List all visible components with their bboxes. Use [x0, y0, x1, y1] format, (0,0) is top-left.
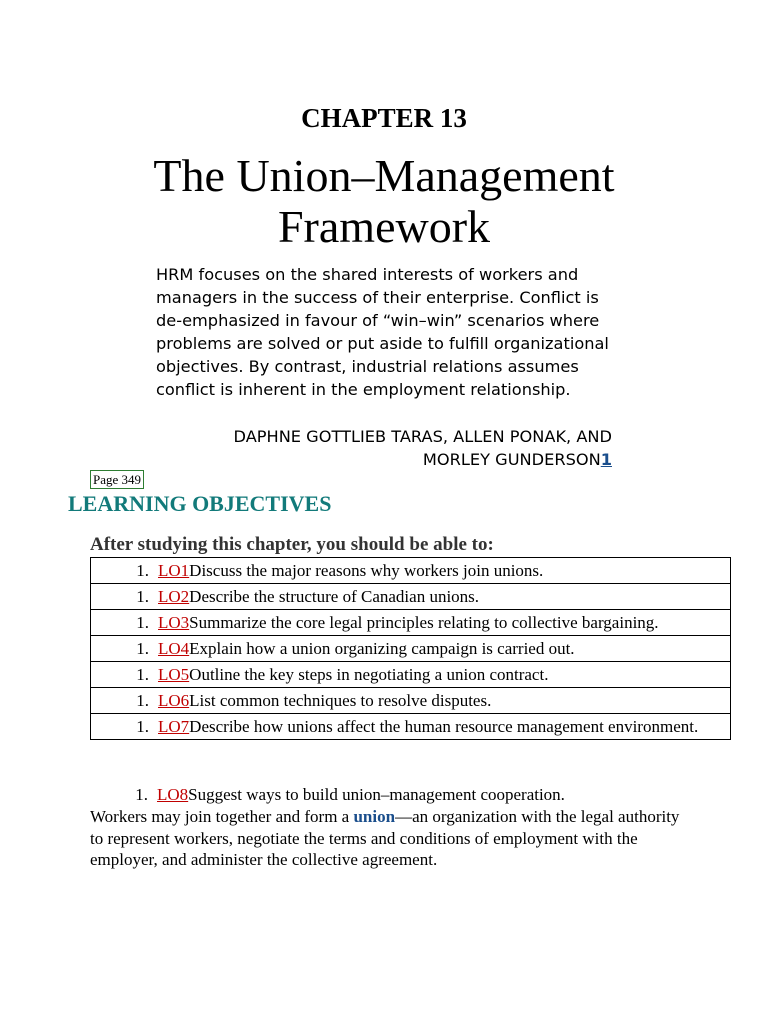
lo-text: Suggest ways to build union–management cooperation. — [188, 785, 565, 804]
body-paragraph — [90, 806, 680, 871]
lo-number: 1. — [136, 613, 149, 632]
lo-number: 1. — [136, 717, 149, 736]
epigraph-quote: HRM focuses on the shared interests of workers and managers in the success of their enterprise. Conflict is de-emphasized in favour of “win–win” scenarios where problems are solved or put aside to fulfill organizational objectives. By contrast, industrial relations assumes conflict is inherent in the employment relationship. — [156, 265, 609, 399]
lo-text: Outline the key steps in negotiating a union contract. — [189, 665, 549, 684]
lo-number: 1. — [135, 785, 148, 804]
learning-objective-row — [91, 688, 731, 714]
learning-objective-row — [91, 662, 731, 688]
learning-objectives-intro: After studying this chapter, you should be able to: — [90, 534, 494, 555]
attribution-line-2 — [156, 448, 612, 471]
lo5-link[interactable]: LO5 — [158, 665, 190, 684]
lo2-link[interactable]: LO2 — [158, 587, 190, 606]
chapter-label: CHAPTER 13 — [301, 103, 467, 133]
learning-objective-row — [91, 636, 731, 662]
lo-text: Describe the structure of Canadian unions. — [189, 587, 480, 606]
lo3-link[interactable]: LO3 — [158, 613, 190, 632]
lo1-link[interactable]: LO1 — [158, 561, 190, 580]
lo-text: Discuss the major reasons why workers join unions. — [189, 561, 544, 580]
chapter-title-line-2: Framework — [277, 201, 491, 252]
lo7-link[interactable]: LO7 — [158, 717, 190, 736]
lo-number: 1. — [136, 561, 149, 580]
lo-text: Summarize the core legal principles relating to collective bargaining. — [189, 613, 659, 632]
chapter-title-line-1: The Union–Management — [153, 150, 615, 201]
learning-objective-row — [91, 558, 731, 584]
lo-text: Describe how unions affect the human resource management environment. — [189, 717, 699, 736]
lo-text: List common techniques to resolve disputes. — [189, 691, 492, 710]
lo6-link[interactable]: LO6 — [158, 691, 190, 710]
body-text-before: Workers may join together and form a — [90, 807, 354, 826]
learning-objective-row — [91, 610, 731, 636]
lo8-link[interactable]: LO8 — [157, 785, 189, 804]
lo4-link[interactable]: LO4 — [158, 639, 190, 658]
learning-objective-row — [91, 584, 731, 610]
lo-number: 1. — [136, 587, 149, 606]
lo-number: 1. — [136, 691, 149, 710]
epigraph-attribution — [156, 425, 612, 471]
attribution-line-1: DAPHNE GOTTLIEB TARAS, ALLEN PONAK, AND — [233, 427, 612, 446]
footnote-link[interactable]: 1 — [600, 450, 612, 469]
learning-objectives-table — [90, 557, 731, 740]
lo-text: Explain how a union organizing campaign is carried out. — [189, 639, 575, 658]
attribution-name: MORLEY GUNDERSON — [422, 450, 601, 469]
learning-objective-row — [91, 714, 731, 740]
learning-objective-row — [90, 784, 731, 805]
lo-number: 1. — [136, 665, 149, 684]
lo-number: 1. — [136, 639, 149, 658]
glossary-term-union[interactable]: union — [353, 807, 396, 826]
body-text-after: —an organization with the legal authority to represent workers, negotiate the terms and conditions of employment with the employer, and administer the collective agreement. — [90, 807, 680, 869]
learning-objectives-heading: LEARNING OBJECTIVES — [68, 491, 332, 516]
chapter-title — [0, 150, 768, 252]
page-marker: Page 349 — [90, 470, 144, 489]
